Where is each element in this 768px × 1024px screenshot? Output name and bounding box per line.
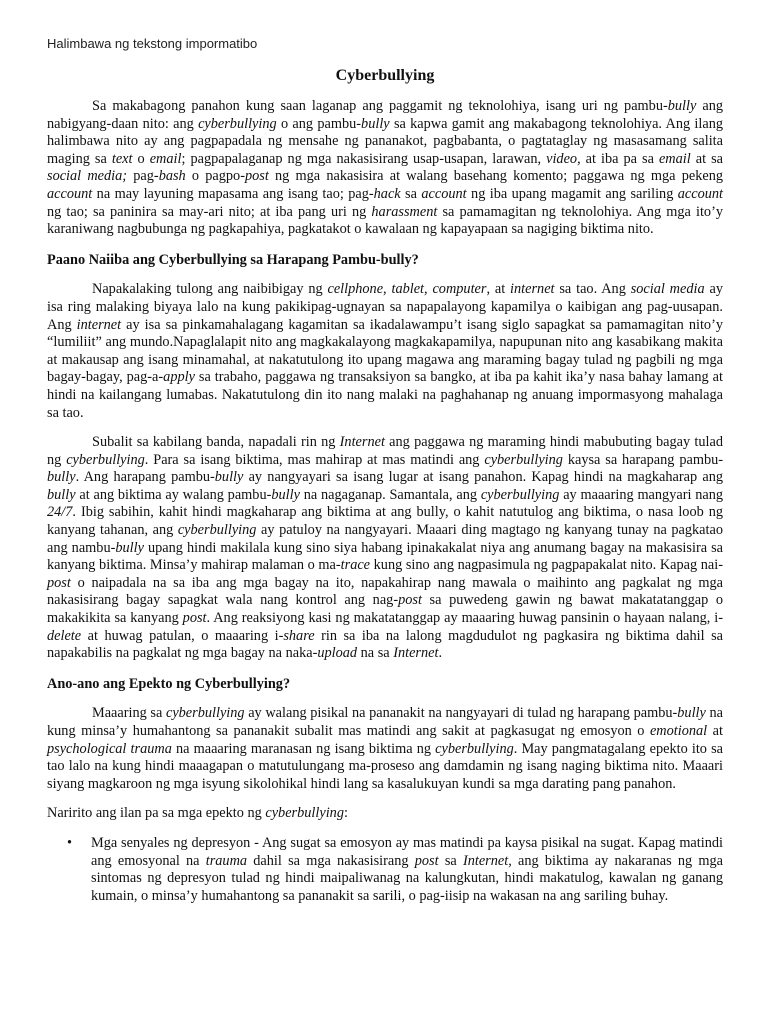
intro-paragraph: Sa makabagong panahon kung saan laganap ang paggamit ng teknolohiya, isang uri ng pambu-bully ang nabigyang-daan nito: ang cyberbullying o ang pambu-bully sa kapwa gamit ang makabagong teknolohiya. Ang ilang halimbawa nito ay ang pagpapadala ng mensahe ng pananakot, pagbabanta, o pagtataglay ng masasamang salita maging sa text o email; pagpapalaganap ng mga nakasisirang usap-usapan, larawan, video, at iba pa sa email at sa social media; pag-bash o pagpo-post ng mga nakasisira at walang basehang komento; paggawa ng mga pekeng account na may layuning mapasama ang isang tao; pag-hack sa account ng iba upang magamit ang sariling account ng tao; sa paninira sa may-ari nito; at iba pang uri ng harassment sa pamamagitan ng teknolohiya. Ang mga ito’y karaniwang nagbubunga ng pagkapahiya, pagkatakot o kawalaan ng kapayapaan sa nagiging biktima nito. (47, 98, 724, 238)
document-header-label: Halimbawa ng tekstong impormatibo (47, 36, 258, 51)
document-title: Cyberbullying (335, 67, 435, 84)
document-body (47, 64, 723, 905)
section-heading-difference: Paano Naiiba ang Cyberbullying sa Harapang Pambu-bully? (47, 251, 419, 268)
section2-paragraph-1: Maaaring sa cyberbullying ay walang pisikal na pananakit na nangyayari di tulad ng harapang pambu-bully na kung minsa’y humahantong sa pananakit subalit mas matindi ang sakit at pagkasugat ng emosyon o emotional at psychological trauma na maaaring maranasan ng isang biktima ng cyberbullying. May pangmatagalang epekto ito sa tao lalo na kung hindi maaagapan o matutulungang ma-proseso ang damdamin ng isang naging biktima nito. Maaari siyang magkaroon ng mga isyung sikolohikal hindi lang sa kasalukuyan kundi sa mga darating pang panahon. (47, 705, 723, 792)
section1-paragraph-2: Subalit sa kabilang banda, napadali rin ng Internet ang paggawa ng maraming hindi mabubuting bagay tulad ng cyberbullying. Para sa isang biktima, mas mahirap at mas matindi ang cyberbullying kaysa sa harapang pambu-bully. Ang harapang pambu-bully ay nangyayari sa isang lugar at isang panahon. Kapag hindi na magkaharap ang bully at ang biktima ay walang pambu-bully na nagaganap. Samantala, ang cyberbullying ay maaaring mangyari nang 24/7. Ibig sabihin, kahit hindi magkaharap ang biktima at ang bully, o kahit natutulog ang biktima, o nasa loob ng kanyang tahanan, ang cyberbullying ay patuloy na nangyayari. Maaari ding magtago ng kanyang tunay na pagkatao ang nambu-bully upang hindi makilala kung sino siya habang ipinakakalat niya ang anumang bagay na makasisira sa kanyang biktima. Minsa’y mahirap malaman o ma-trace kung sino ang nagpasimula ng pagpapakalat nito. Kapag nai-post o naipadala na sa iba ang mga bagay na ito, napakahirap nang mawala o maihinto ang pagkalat ng mga nakasisirang bagay sapagkat wala nang kontrol ang nag-post sa puwedeng gawin ng bawat makatatanggap o makakikita sa kanyang post. Ang reaksiyong kasi ng makatatanggap ay maaaring huwag pansinin o hayaan nalang, i-delete at huwag patulan, o maaaring i-share rin sa iba na lalong magdudulot ng pagkasira ng biktima dahil sa napakabilis na pagkalat ng mga bagay na naka-upload na sa Internet. (47, 434, 724, 662)
effects-list (47, 835, 723, 905)
list-item-text: Mga senyales ng depresyon - Ang sugat sa emosyon ay mas matindi pa kaysa pisikal na sugat. Kapag matindi ang emosyonal na trauma dahil sa mga nakasisirang post sa Internet, ang biktima ay nakaranas ng mga sintomas ng depresyon tulad ng hindi maipaliwanag na kalungkutan, hindi makatulog, kawalan ng ganang kumain, o minsa’y humahantong sa pananakit sa sarili, o pag-iisip na wakasan na ang sariling buhay. (91, 834, 723, 904)
list-item (47, 835, 723, 905)
bullet-marker: • (67, 834, 73, 851)
effects-list-intro: Naririto ang ilan pa sa mga epekto ng cyberbullying: (47, 805, 348, 822)
section1-paragraph-1: Napakalaking tulong ang naibibigay ng cellphone, tablet, computer, at internet sa tao. Ang social media ay isa ring malaking biyaya lalo na kung pakikipag-ugnayan sa napapalayong kapamilya o kaibigan ang pag-uusapan. Ang internet ay isa sa pinkamahalagang kagamitan sa ikadalawampu’t isang siglo sapagkat sa pamamagitan nito’y “lumiliit” ang mundo.Napaglalapit nito ang magkakalayong magkakapamilya, napupunan nito ang kasabikang makita at makausap ang isang minamahal, at nakatutulong ito upang magawa ang maraming bagay tulad ng pagbili ng mga bagay-bagay, pag-a-apply sa trabaho, paggawa ng transaksiyon sa bangko, at iba pa kahit ika’y nasa bahay lamang at hindi na kailangang lumabas. Nakatutulong din ito nang malaki na paghahanap ng anuang impormasyong mahalaga sa tao. (47, 281, 723, 421)
section-heading-effects: Ano-ano ang Epekto ng Cyberbullying? (47, 675, 291, 692)
